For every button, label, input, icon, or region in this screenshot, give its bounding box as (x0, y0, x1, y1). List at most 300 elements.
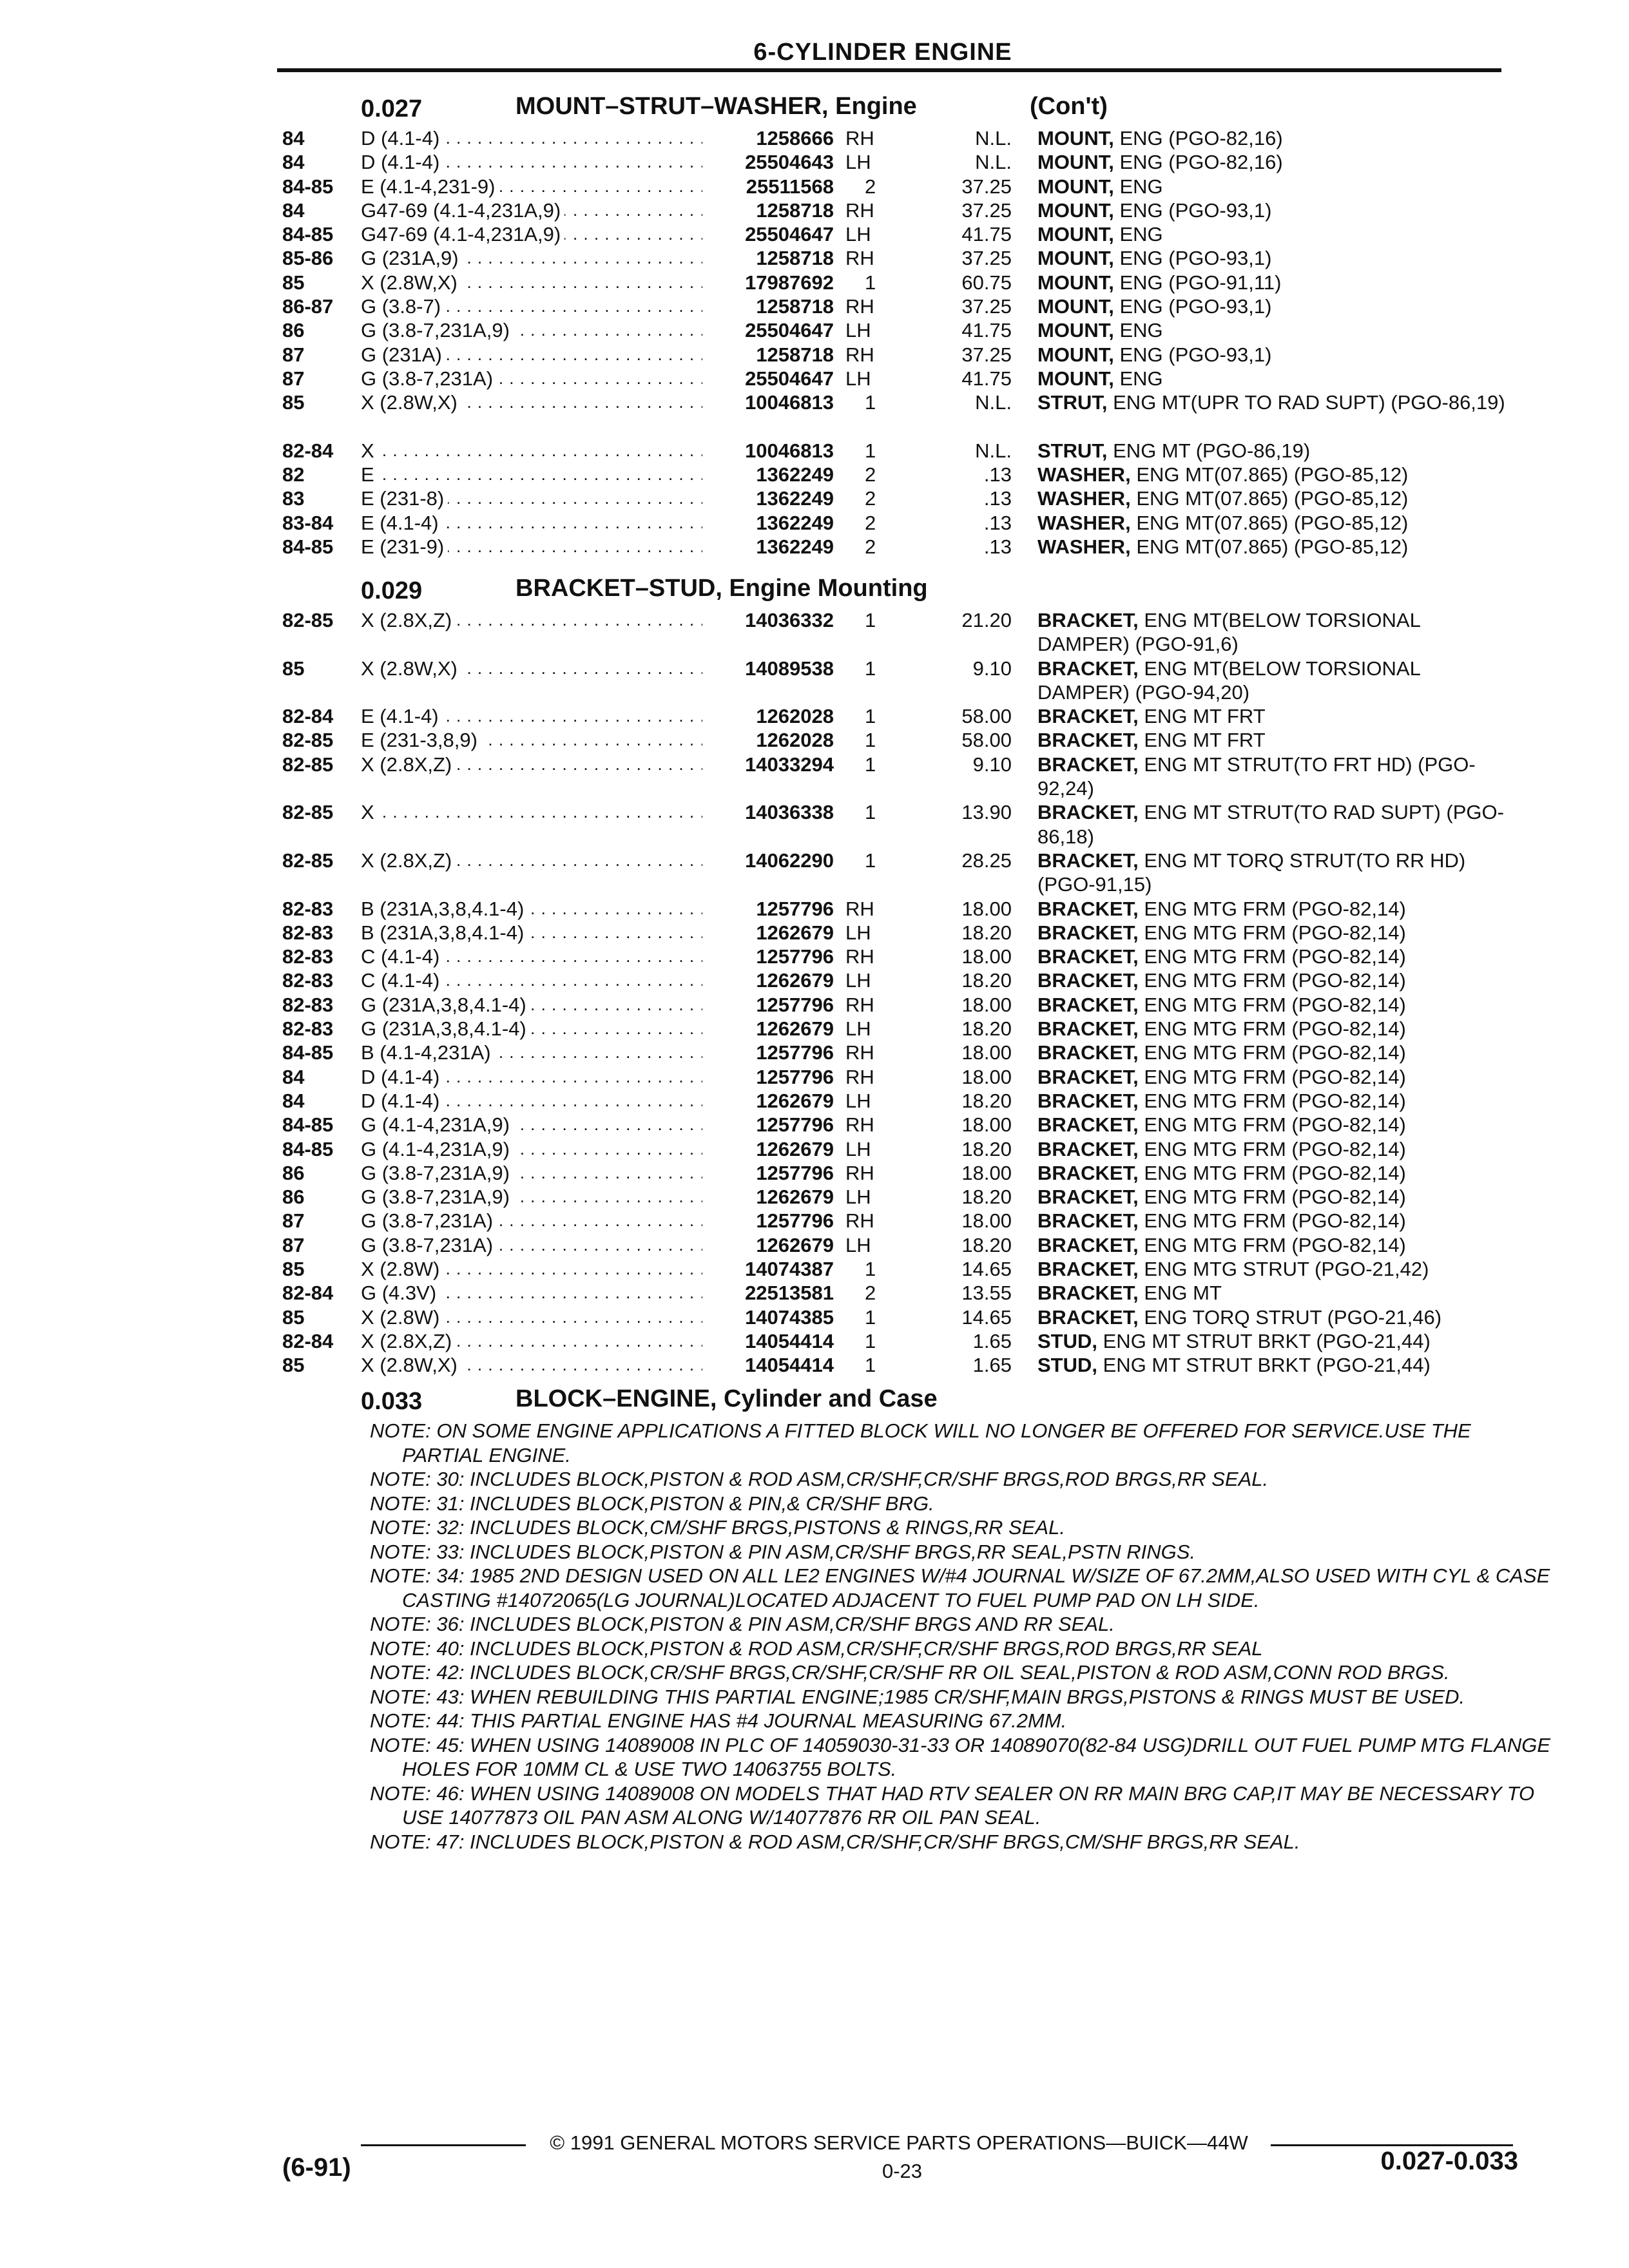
description-text: ENG MTG FRM (PGO-82,14) (1144, 993, 1406, 1016)
part-number: 25504643 (745, 151, 834, 174)
table-row (0, 1305, 1629, 1329)
part-number: 10046813 (745, 439, 834, 462)
model-code-text: G (4.1-4,231A,9) (361, 1113, 514, 1136)
model-code-text: G (3.8-7,231A) (361, 1209, 497, 1232)
part-number: 22513581 (745, 1282, 834, 1305)
quantity: RH (845, 1113, 874, 1137)
table-row (0, 1257, 1629, 1281)
table-row (0, 968, 1629, 992)
table-row (0, 1065, 1629, 1089)
description-text: ENG MT(BELOW TORSIONAL DAMPER) (PGO-94,20) (1037, 657, 1420, 704)
price: .13 (983, 463, 1012, 486)
table-row (0, 318, 1629, 342)
description-text: ENG MT STRUT BRKT (PGO-21,44) (1103, 1354, 1431, 1377)
model-code-text: X (2.8W,X) (361, 391, 461, 414)
table-row (0, 246, 1629, 270)
part-number: 1262028 (756, 729, 834, 752)
price: 18.20 (961, 1137, 1012, 1160)
price: 18.00 (961, 1161, 1012, 1184)
description-text: ENG MT FRT (1144, 729, 1266, 752)
model-code-text: G (3.8-7,231A) (361, 367, 497, 390)
part-number: 1262679 (756, 1186, 834, 1209)
model-code-text: X (361, 439, 378, 462)
parts-table (0, 126, 1629, 559)
description-name: BRACKET, (1037, 705, 1139, 728)
model-code (361, 753, 702, 776)
price: .13 (983, 511, 1012, 534)
price: 9.10 (972, 753, 1012, 776)
table-row (0, 463, 1629, 486)
price: 41.75 (961, 223, 1012, 246)
description-name: BRACKET, (1037, 897, 1139, 920)
part-number: 1258718 (756, 295, 834, 318)
quantity: RH (845, 993, 874, 1016)
model-code (361, 1329, 702, 1353)
price: 18.20 (961, 1186, 1012, 1209)
parts-table (0, 608, 1629, 1378)
part-number: 14033294 (745, 753, 834, 776)
section-number: 0.027 (361, 95, 423, 122)
note-line: NOTE: 43: WHEN REBUILDING THIS PARTIAL ENGINE;1985 CR/SHF,MAIN BRGS,PISTONS & RINGS MUST BE USED. (370, 1685, 1465, 1708)
description-text: ENG MTG STRUT (PGO-21,42) (1144, 1258, 1429, 1281)
model-year: 83-84 (282, 511, 334, 534)
model-code (361, 222, 702, 246)
quantity: RH (845, 897, 874, 920)
part-number: 10046813 (745, 391, 834, 414)
description-name: MOUNT, (1037, 295, 1114, 318)
quantity: RH (845, 1161, 874, 1184)
description (1037, 800, 1508, 849)
footer-rule-right (1271, 2144, 1513, 2146)
model-year: 85 (282, 271, 305, 294)
note-line: NOTE: ON SOME ENGINE APPLICATIONS A FITTED BLOCK WILL NO LONGER BE OFFERED FOR SERVICE.USE THE PARTIAL ENGINE. (370, 1419, 1471, 1466)
description-name: MOUNT, (1037, 271, 1114, 294)
part-number: 1258718 (756, 343, 834, 366)
quantity: LH (845, 1017, 871, 1041)
description-name: BRACKET, (1037, 1041, 1139, 1064)
description (1037, 1041, 1508, 1064)
part-number: 1262679 (756, 1137, 834, 1160)
quantity: RH (845, 247, 874, 270)
model-code-text: X (2.8W,X) (361, 657, 461, 680)
model-code-text: X (361, 801, 378, 823)
description-name: BRACKET, (1037, 1209, 1139, 1233)
part-number: 14054414 (745, 1329, 834, 1352)
description-name: MOUNT, (1037, 367, 1114, 390)
description (1037, 246, 1508, 270)
description-name: WASHER, (1037, 511, 1131, 534)
table-row (0, 439, 1629, 463)
quantity: 1 (865, 609, 876, 631)
part-number: 1362249 (756, 535, 834, 559)
description-text: ENG MT(BELOW TORSIONAL DAMPER) (PGO-91,6) (1037, 609, 1420, 656)
part-number: 1257796 (756, 1065, 834, 1088)
model-code-text: B (231A,3,8,4.1-4) (361, 921, 528, 944)
description (1037, 390, 1508, 414)
price: 37.25 (961, 295, 1012, 318)
table-row (0, 945, 1629, 968)
description-name: BRACKET, (1037, 1089, 1139, 1112)
model-code-text: E (4.1-4) (361, 512, 443, 534)
price: N.L. (975, 151, 1012, 174)
note-line: NOTE: 30: INCLUDES BLOCK,PISTON & ROD ASM,CR/SHF,CR/SHF BRGS,ROD BRGS,RR SEAL. (370, 1468, 1269, 1490)
table-row (0, 608, 1629, 657)
description-text: ENG MT STRUT(TO RAD SUPT) (PGO-86,18) (1037, 801, 1504, 848)
model-code (361, 1065, 702, 1089)
model-code (361, 1137, 702, 1161)
part-number: 1257796 (756, 1161, 834, 1184)
description-name: BRACKET, (1037, 1233, 1139, 1256)
description (1037, 968, 1508, 992)
quantity: RH (845, 343, 874, 366)
part-number: 14036332 (745, 609, 834, 631)
table-row (0, 1161, 1629, 1185)
model-year: 86 (282, 1161, 305, 1184)
description-name: MOUNT, (1037, 175, 1114, 198)
description-text: ENG MT (PGO-86,19) (1113, 439, 1311, 462)
description-name: MOUNT, (1037, 198, 1114, 222)
description-text: ENG MT FRT (1144, 705, 1266, 728)
model-code (361, 126, 702, 150)
description-text: ENG (1119, 223, 1163, 246)
description (1037, 993, 1508, 1017)
description (1037, 1305, 1508, 1329)
part-number: 1257796 (756, 945, 834, 968)
footer-section-range: 0.027-0.033 (1380, 2147, 1518, 2175)
table-row (0, 1089, 1629, 1113)
price: .13 (983, 487, 1012, 510)
part-number: 25504647 (745, 367, 834, 390)
note-line: NOTE: 45: WHEN USING 14089008 IN PLC OF 14059030-31-33 OR 14089070(82-84 USG)DRILL OUT FUEL PUMP MTG FLANGE HOLES FOR 10MM CL & USE TWO 14063755 BOLTS. (370, 1733, 1551, 1780)
model-year: 82-85 (282, 801, 334, 824)
model-year: 82-84 (282, 1282, 334, 1305)
description-text: ENG TORQ STRUT (PGO-21,46) (1144, 1305, 1442, 1329)
model-code-text: B (231A,3,8,4.1-4) (361, 898, 528, 920)
note-line: NOTE: 33: INCLUDES BLOCK,PISTON & PIN ASM,CR/SHF BRGS,RR SEAL,PSTN RINGS. (370, 1540, 1196, 1563)
quantity: LH (845, 969, 871, 992)
model-year: 83 (282, 487, 305, 510)
part-number: 1258718 (756, 247, 834, 270)
part-number: 14062290 (745, 849, 834, 872)
description-name: STRUT, (1037, 391, 1108, 414)
note-line: NOTE: 31: INCLUDES BLOCK,PISTON & PIN,& CR/SHF BRG. (370, 1492, 934, 1515)
description (1037, 753, 1508, 801)
table-row (0, 511, 1629, 535)
description (1037, 367, 1508, 390)
price: 18.00 (961, 945, 1012, 968)
quantity: 2 (865, 511, 876, 534)
table-row (0, 728, 1629, 752)
quantity: LH (845, 367, 871, 390)
model-year: 82-84 (282, 705, 334, 728)
footer-rule-left (361, 2144, 526, 2146)
description (1037, 175, 1508, 198)
quantity: 1 (865, 1329, 876, 1352)
description-name: BRACKET, (1037, 1113, 1139, 1137)
model-code-text: G (3.8-7,231A,9) (361, 319, 514, 341)
model-code-text: X (2.8X,Z) (361, 609, 456, 631)
model-code (361, 968, 702, 992)
description-name: BRACKET, (1037, 753, 1139, 776)
quantity: 1 (865, 849, 876, 872)
price: 18.00 (961, 993, 1012, 1016)
price: 18.20 (961, 969, 1012, 992)
model-code-text: E (361, 463, 378, 486)
description-text: ENG MT(UPR TO RAD SUPT) (PGO-86,19) (1113, 391, 1505, 414)
model-code (361, 1209, 702, 1233)
description-text: ENG MT (1144, 1282, 1222, 1305)
model-code (361, 463, 702, 486)
quantity: 1 (865, 391, 876, 414)
price: 60.75 (961, 271, 1012, 294)
quantity: RH (845, 198, 874, 222)
description (1037, 1065, 1508, 1089)
model-code (361, 246, 702, 270)
model-year: 82 (282, 463, 305, 486)
price: 1.65 (972, 1354, 1012, 1377)
table-row (0, 753, 1629, 801)
description (1037, 897, 1508, 921)
description (1037, 1113, 1508, 1137)
model-code (361, 728, 702, 752)
part-number: 25511568 (746, 175, 834, 198)
description (1037, 222, 1508, 246)
model-year: 87 (282, 343, 305, 366)
model-year: 86 (282, 319, 305, 342)
description-name: MOUNT, (1037, 223, 1114, 246)
part-number: 1262679 (756, 921, 834, 944)
description-name: BRACKET, (1037, 1305, 1139, 1329)
table-row (0, 390, 1629, 439)
price: 21.20 (961, 609, 1012, 631)
description-name: BRACKET, (1037, 1161, 1139, 1184)
part-number: 1262679 (756, 1089, 834, 1112)
description-text: ENG MTG FRM (PGO-82,14) (1144, 1161, 1406, 1184)
part-number: 14054414 (745, 1354, 834, 1377)
model-year: 87 (282, 1233, 305, 1256)
model-year: 87 (282, 367, 305, 390)
model-code-text: D (4.1-4) (361, 151, 443, 173)
quantity: 1 (865, 705, 876, 728)
model-year: 84-85 (282, 1137, 334, 1160)
model-year: 87 (282, 1209, 305, 1233)
footer-copyright: © 1991 GENERAL MOTORS SERVICE PARTS OPERATIONS—BUICK—44W (550, 2131, 1248, 2154)
price: 41.75 (961, 367, 1012, 390)
model-code-text: G (231A,9) (361, 247, 463, 269)
model-code-text: E (231-9) (361, 535, 448, 558)
description (1037, 343, 1508, 367)
model-year: 84 (282, 151, 305, 174)
model-year: 84-85 (282, 223, 334, 246)
description (1037, 294, 1508, 318)
quantity: 1 (865, 1258, 876, 1281)
table-row (0, 1137, 1629, 1161)
model-year: 85 (282, 1354, 305, 1377)
quantity: 1 (865, 271, 876, 294)
price: 58.00 (961, 705, 1012, 728)
model-code-text: G (231A) (361, 343, 446, 366)
table-row (0, 1329, 1629, 1353)
footer-page-number: 0-23 (882, 2160, 923, 2182)
model-code (361, 511, 702, 535)
model-year: 85 (282, 1305, 305, 1329)
description-name: MOUNT, (1037, 343, 1114, 366)
section-title: BLOCK–ENGINE, Cylinder and Case (516, 1385, 938, 1412)
part-number: 14074387 (745, 1258, 834, 1281)
quantity: RH (845, 1041, 874, 1064)
price: 18.20 (961, 1089, 1012, 1112)
model-code-text: G (3.8-7,231A) (361, 1234, 497, 1256)
model-code (361, 1113, 702, 1137)
note-line: NOTE: 44: THIS PARTIAL ENGINE HAS #4 JOURNAL MEASURING 67.2MM. (370, 1709, 1067, 1732)
description-text: ENG MTG FRM (PGO-82,14) (1144, 1089, 1406, 1112)
model-code (361, 343, 702, 367)
description-name: BRACKET, (1037, 921, 1139, 944)
description (1037, 535, 1508, 559)
model-code (361, 993, 702, 1017)
model-code (361, 150, 702, 174)
model-code (361, 1017, 702, 1041)
section-0-033 (0, 1383, 1629, 1854)
price: N.L. (975, 439, 1012, 462)
model-code (361, 897, 702, 921)
model-code (361, 367, 702, 390)
table-row (0, 800, 1629, 849)
description-text: ENG MTG FRM (PGO-82,14) (1144, 1065, 1406, 1088)
model-code (361, 390, 702, 414)
model-year: 82-84 (282, 439, 334, 462)
price: 18.00 (961, 1113, 1012, 1137)
price: .13 (983, 535, 1012, 559)
model-code (361, 1281, 702, 1305)
price: 13.90 (961, 801, 1012, 824)
description-text: ENG MTG FRM (PGO-82,14) (1144, 969, 1406, 992)
price: 14.65 (961, 1258, 1012, 1281)
description-text: ENG MTG FRM (PGO-82,14) (1144, 1041, 1406, 1064)
section-number: 0.029 (361, 577, 423, 604)
price: 9.10 (972, 657, 1012, 680)
part-number: 1262028 (756, 705, 834, 728)
model-code (361, 704, 702, 728)
table-row (0, 1017, 1629, 1041)
table-row (0, 1353, 1629, 1377)
model-code-text: G (3.8-7,231A,9) (361, 1162, 514, 1184)
quantity: LH (845, 319, 871, 342)
table-row (0, 993, 1629, 1017)
table-row (0, 486, 1629, 510)
model-code-text: X (2.8W) (361, 1306, 443, 1329)
table-row (0, 150, 1629, 174)
quantity: 1 (865, 801, 876, 824)
header-rule (277, 68, 1501, 72)
model-code (361, 1353, 702, 1377)
quantity: 1 (865, 439, 876, 462)
note-line: NOTE: 46: WHEN USING 14089008 ON MODELS THAT HAD RTV SEALER ON RR MAIN BRG CAP,IT MAY BE NECESSARY TO USE 14077873 OIL PAN ASM ALONG W/14077876 RR OIL PAN SEAL. (370, 1782, 1535, 1829)
model-code-text: X (2.8X,Z) (361, 1330, 456, 1352)
price: 18.20 (961, 921, 1012, 944)
note-line: NOTE: 36: INCLUDES BLOCK,PISTON & PIN ASM,CR/SHF BRGS AND RR SEAL. (370, 1613, 1115, 1635)
description-name: BRACKET, (1037, 801, 1139, 824)
quantity: RH (845, 1065, 874, 1088)
model-code-text: X (2.8W) (361, 1258, 443, 1280)
table-row (0, 126, 1629, 150)
description-text: ENG (PGO-82,16) (1119, 151, 1283, 174)
table-row (0, 1113, 1629, 1137)
model-code-text: D (4.1-4) (361, 1066, 443, 1088)
description-name: BRACKET, (1037, 657, 1139, 680)
model-year: 84-85 (282, 1041, 334, 1064)
model-code-text: C (4.1-4) (361, 945, 443, 968)
note-line: NOTE: 42: INCLUDES BLOCK,CR/SHF BRGS,CR/SHF,CR/SHF RR OIL SEAL,PISTON & ROD ASM,CONN ROD BRGS. (370, 1661, 1450, 1684)
model-code (361, 1041, 702, 1064)
description-text: ENG (PGO-93,1) (1119, 247, 1272, 270)
part-number: 1257796 (756, 993, 834, 1016)
footer-date-code: (6-91) (282, 2153, 351, 2182)
table-row (0, 198, 1629, 222)
price: 13.55 (961, 1282, 1012, 1305)
model-year: 84-85 (282, 535, 334, 559)
model-code (361, 318, 702, 342)
part-number: 14089538 (745, 657, 834, 680)
description (1037, 849, 1508, 897)
description (1037, 945, 1508, 968)
quantity: RH (845, 127, 874, 149)
quantity: 1 (865, 1305, 876, 1329)
model-code (361, 486, 702, 510)
model-year: 82-83 (282, 897, 334, 920)
model-code-text: G (3.8-7) (361, 295, 445, 318)
note-line: NOTE: 47: INCLUDES BLOCK,PISTON & ROD ASM,CR/SHF,CR/SHF BRGS,CM/SHF BRGS,RR SEAL. (370, 1830, 1300, 1853)
part-number: 1362249 (756, 487, 834, 510)
model-code-text: G47-69 (4.1-4,231A,9) (361, 199, 564, 222)
quantity: 1 (865, 1354, 876, 1377)
price: 41.75 (961, 319, 1012, 342)
section-title: MOUNT–STRUT–WASHER, Engine (516, 93, 917, 120)
table-row (0, 222, 1629, 246)
description-name: MOUNT, (1037, 319, 1114, 342)
description (1037, 318, 1508, 342)
model-code-text: D (4.1-4) (361, 127, 443, 149)
part-number: 1258718 (756, 198, 834, 222)
note-line: NOTE: 40: INCLUDES BLOCK,PISTON & ROD ASM,CR/SHF,CR/SHF BRGS,ROD BRGS,RR SEAL (370, 1637, 1263, 1660)
model-code (361, 1185, 702, 1209)
part-number: 25504647 (745, 319, 834, 342)
model-year: 82-85 (282, 849, 334, 872)
description (1037, 608, 1508, 657)
model-code-text: X (2.8W,X) (361, 1354, 461, 1376)
price: 37.25 (961, 198, 1012, 222)
section-heading (0, 90, 1629, 126)
description-text: ENG (1119, 175, 1163, 198)
part-number: 1362249 (756, 463, 834, 486)
quantity: 1 (865, 729, 876, 752)
description (1037, 1209, 1508, 1233)
table-row (0, 294, 1629, 318)
description-name: BRACKET, (1037, 1065, 1139, 1088)
description (1037, 1329, 1508, 1353)
model-year: 84-85 (282, 175, 334, 198)
description-text: ENG MTG FRM (PGO-82,14) (1144, 921, 1406, 944)
section-heading (0, 572, 1629, 608)
description-text: ENG MTG FRM (PGO-82,14) (1144, 1209, 1406, 1233)
table-row (0, 1185, 1629, 1209)
description (1037, 271, 1508, 294)
quantity: 2 (865, 487, 876, 510)
model-year: 82-83 (282, 921, 334, 944)
description-name: STUD, (1037, 1329, 1097, 1352)
table-row (0, 921, 1629, 945)
part-number: 14074385 (745, 1305, 834, 1329)
